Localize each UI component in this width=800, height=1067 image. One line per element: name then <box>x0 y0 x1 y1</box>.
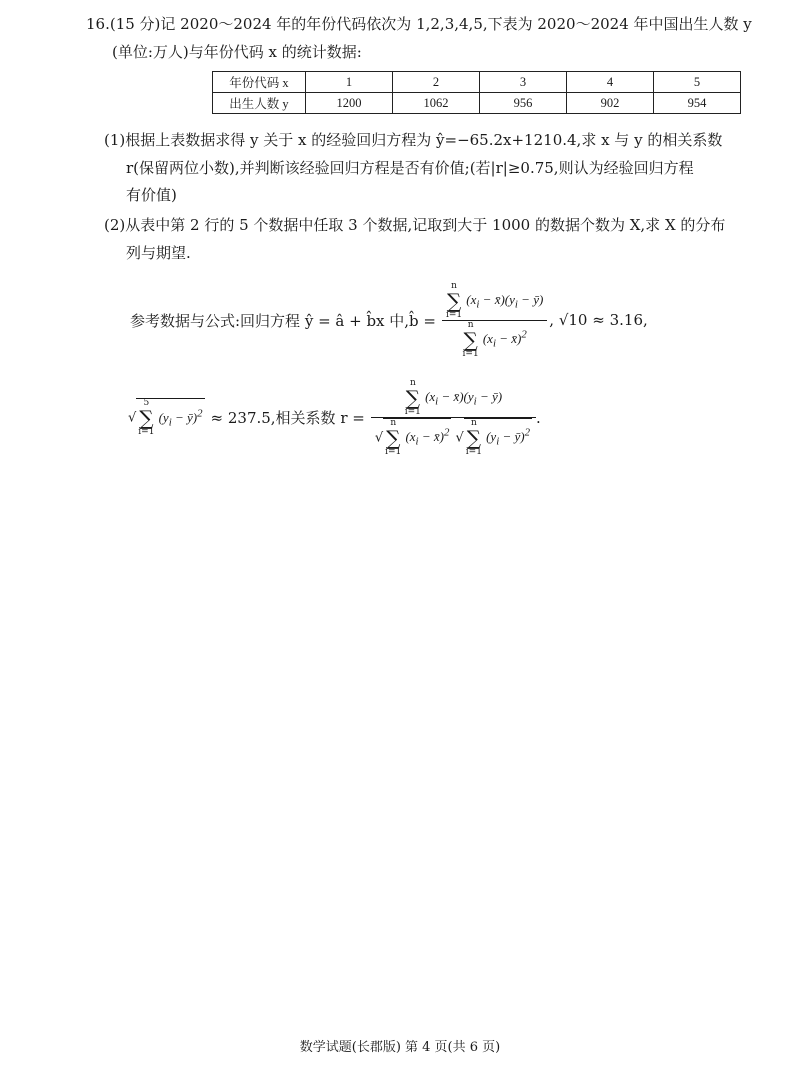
part1-line-2: r(保留两位小数),并判断该经验回归方程是否有价值;(若|r|≥0.75,则认为经验回归方程 <box>126 159 694 177</box>
correlation-denominator: √ n ∑ i=1 ($x_i$ − x̄)$^2$ √ n ∑ i=1 ($y_i$ − ȳ)$^2$ <box>371 417 536 457</box>
table-cell: 1062 <box>393 93 480 114</box>
correlation-fraction <box>371 379 536 457</box>
table-header-cell: 年份代码 x <box>213 72 306 93</box>
period: . <box>536 408 541 427</box>
table-cell: 4 <box>567 72 654 93</box>
table-cell: 3 <box>480 72 567 93</box>
problem-line-2: (单位:万人)与年份代码 x 的统计数据: <box>112 43 362 61</box>
part1-line-3: 有价值) <box>126 186 177 204</box>
part1-line-1: (1)根据上表数据求得 y 关于 x 的经验回归方程为 ŷ=−65.2x+1210.4,求 x 与 y 的相关系数 <box>104 131 723 149</box>
table-row <box>213 93 741 114</box>
data-table <box>212 71 741 114</box>
reference-formula-2 <box>128 370 541 465</box>
table-cell: 1200 <box>306 93 393 114</box>
part2-line-1: (2)从表中第 2 行的 5 个数据中任取 3 个数据,记取到大于 1000 的数据个数为 X,求 X 的分布 <box>104 216 726 234</box>
sum-y-root: √ 5 ∑ i=1 ($y_i$ − ȳ)$^2$ <box>128 398 203 437</box>
sum-symbol: n ∑ i=1 <box>462 319 479 359</box>
table-cell: 2 <box>393 72 480 93</box>
slope-denominator: n ∑ i=1 ($x_i$ − x̄)$^2$ <box>442 320 547 359</box>
reference-intro: 参考数据与公式:回归方程 ŷ = â + b̂x 中,b̂ = <box>130 311 436 330</box>
slope-numerator: n ∑ i=1 ($x_i$ − $x̄)(y_i$ − ȳ) <box>446 280 544 320</box>
sqrt10-approx: , √10 ≈ 3.16, <box>549 311 648 329</box>
table-cell: 902 <box>567 93 654 114</box>
table-cell: 5 <box>654 72 741 93</box>
table-cell: 956 <box>480 93 567 114</box>
sum-symbol: n ∑ i=1 <box>404 377 421 417</box>
table-cell: 954 <box>654 93 741 114</box>
page-footer: 数学试题(长郡版) 第 4 页(共 6 页) <box>299 1040 501 1055</box>
slope-fraction <box>442 282 547 359</box>
part2-line-2: 列与期望. <box>126 244 191 262</box>
sum-symbol: n ∑ i=1 <box>446 280 463 320</box>
sum-y-approx: ≈ 237.5,相关系数 r = <box>210 409 365 427</box>
table-cell: 1 <box>306 72 393 93</box>
correlation-numerator: n ∑ i=1 ($x_i$ − $x̄)(y_i$ − ȳ) <box>404 377 503 417</box>
problem-line-1: 16.(15 分)记 2020～2024 年的年份代码依次为 1,2,3,4,5,下表为 2020～2024 年中国出生人数 y <box>86 15 752 33</box>
reference-formula-1 <box>130 275 648 365</box>
table-header-cell: 出生人数 y <box>213 93 306 114</box>
table-row <box>213 72 741 93</box>
